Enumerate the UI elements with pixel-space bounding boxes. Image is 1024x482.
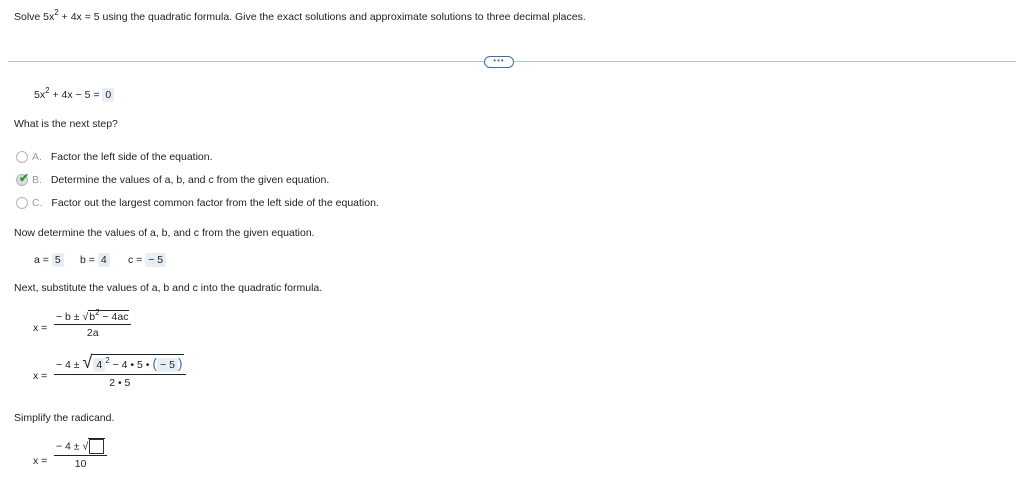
simplified-neg-b: − 4 ±	[56, 440, 83, 453]
substituted-x-label: x =	[33, 370, 48, 382]
option-c-text: Factor out the largest common factor from the left side of the equation.	[51, 197, 379, 209]
instruction-substitute: Next, substitute the values of a, b and c into the quadratic formula.	[14, 282, 323, 294]
instruction-abc: Now determine the values of a, b, and c from the given equation.	[14, 227, 315, 239]
value-c-label: c =	[128, 254, 146, 266]
substituted-c-answer: − 5	[157, 358, 178, 372]
equation	[34, 88, 114, 102]
equation-lhs-rest: + 4x − 5 =	[49, 89, 103, 101]
option-c-radio[interactable]	[16, 197, 28, 209]
value-a-answer: 5	[52, 253, 64, 267]
formula-rad-4ac: − 4ac	[99, 311, 129, 323]
substituted-exp: 2	[105, 356, 110, 365]
checkmark-icon: ✔	[19, 171, 30, 185]
equation-rhs-answer: 0	[102, 88, 114, 102]
equation-exponent: 2	[45, 86, 50, 95]
simplified-x-label: x =	[33, 455, 48, 467]
option-a[interactable]	[32, 151, 213, 163]
quadratic-formula	[54, 310, 131, 339]
option-a-radio[interactable]	[16, 151, 28, 163]
simplified-formula	[54, 438, 107, 470]
problem-text-start: Solve 5x	[14, 11, 55, 23]
more-button[interactable]: •••	[484, 56, 514, 68]
sqrt-icon: √	[82, 352, 93, 372]
value-a	[34, 253, 64, 267]
option-c-letter: C.	[32, 197, 43, 209]
option-a-letter: A.	[32, 151, 42, 163]
right-paren: )	[177, 355, 183, 371]
formula-x-label: x =	[33, 322, 48, 334]
option-c[interactable]	[32, 197, 379, 209]
sqrt-icon: √	[82, 311, 89, 323]
substituted-4a: − 4 • 5 •	[109, 359, 153, 371]
value-b	[80, 253, 110, 267]
equation-lhs: 5x	[34, 89, 46, 101]
radicand-input[interactable]	[89, 439, 104, 454]
formula-neg-b: − b ±	[56, 311, 83, 323]
substituted-neg-b: − 4 ±	[56, 359, 83, 371]
formula-rad-exp: 2	[95, 308, 100, 317]
substituted-denominator: 2 • 5	[109, 377, 131, 389]
formula-denominator: 2a	[86, 327, 99, 339]
simplified-denominator: 10	[74, 458, 87, 470]
problem-statement	[14, 8, 586, 23]
formula-rad-b: b	[89, 311, 96, 323]
substituted-radicand	[92, 354, 183, 372]
option-a-text: Factor the left side of the equation.	[50, 151, 213, 163]
problem-text-end: + 4x = 5 using the quadratic formula. Give the exact solutions and approximate solutions to three decimal places.	[58, 11, 586, 23]
substituted-formula	[54, 352, 186, 389]
option-b-radio[interactable]	[16, 171, 30, 186]
value-c	[128, 253, 166, 267]
instruction-simplify: Simplify the radicand.	[14, 412, 115, 424]
substituted-numerator	[54, 352, 186, 375]
problem-exponent: 2	[54, 8, 59, 17]
option-b[interactable]	[32, 174, 329, 186]
sqrt-icon: √	[82, 440, 89, 453]
simplified-numerator	[54, 438, 107, 456]
substituted-b-answer: 4	[93, 358, 105, 372]
option-b-text: Determine the values of a, b, and c from the given equation.	[50, 174, 330, 186]
left-paren: (	[152, 355, 158, 371]
question-text: What is the next step?	[14, 118, 118, 130]
value-b-answer: 4	[98, 253, 110, 267]
formula-numerator	[54, 310, 131, 325]
formula-radicand	[88, 310, 129, 323]
simplified-radicand	[88, 438, 105, 454]
value-c-answer: − 5	[145, 253, 166, 267]
option-b-letter: B.	[32, 174, 42, 186]
value-a-label: a =	[34, 254, 52, 266]
value-b-label: b =	[80, 254, 98, 266]
